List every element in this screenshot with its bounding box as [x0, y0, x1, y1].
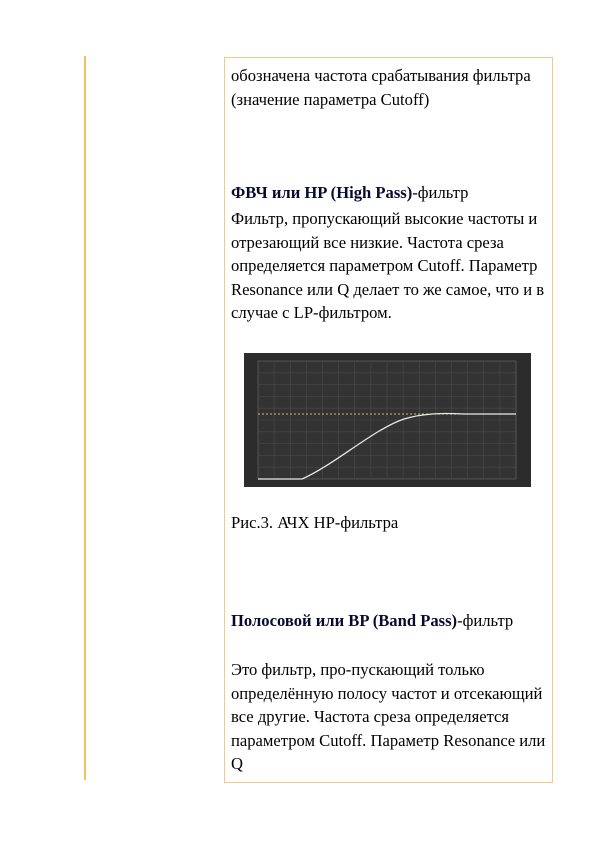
hp-paragraph: Фильтр, пропускающий высокие частоты и отрезающий все низкие. Частота среза определяется параметром Cutoff. Параметр Resonance или Q делает то же самое, что и в случае с LP-фильтром. [231, 209, 545, 323]
intro-paragraph: обозначена частота срабатывания фильтра (значение параметра Cutoff) [231, 66, 531, 109]
figure-caption: Рис.3. АЧХ HP-фильтра [231, 513, 399, 532]
hp-heading [231, 181, 551, 205]
hp-heading-bold: ФВЧ или HP (High Pass) [231, 183, 413, 202]
frequency-response-plot [244, 353, 531, 487]
hp-filter-response-figure [244, 353, 531, 487]
margin-rule [84, 56, 86, 780]
bp-heading-tail: -фильтр [457, 611, 514, 630]
hp-heading-tail: -фильтр [412, 183, 469, 202]
bp-heading [231, 609, 551, 633]
bp-paragraph: Это фильтр, про-пускающий только определённую полосу частот и отсекающий все другие. Частота среза определяется параметром Cutoff. Параметр Resonance или Q [231, 660, 546, 774]
bp-heading-bold: Полосовой или BP (Band Pass) [231, 611, 458, 630]
